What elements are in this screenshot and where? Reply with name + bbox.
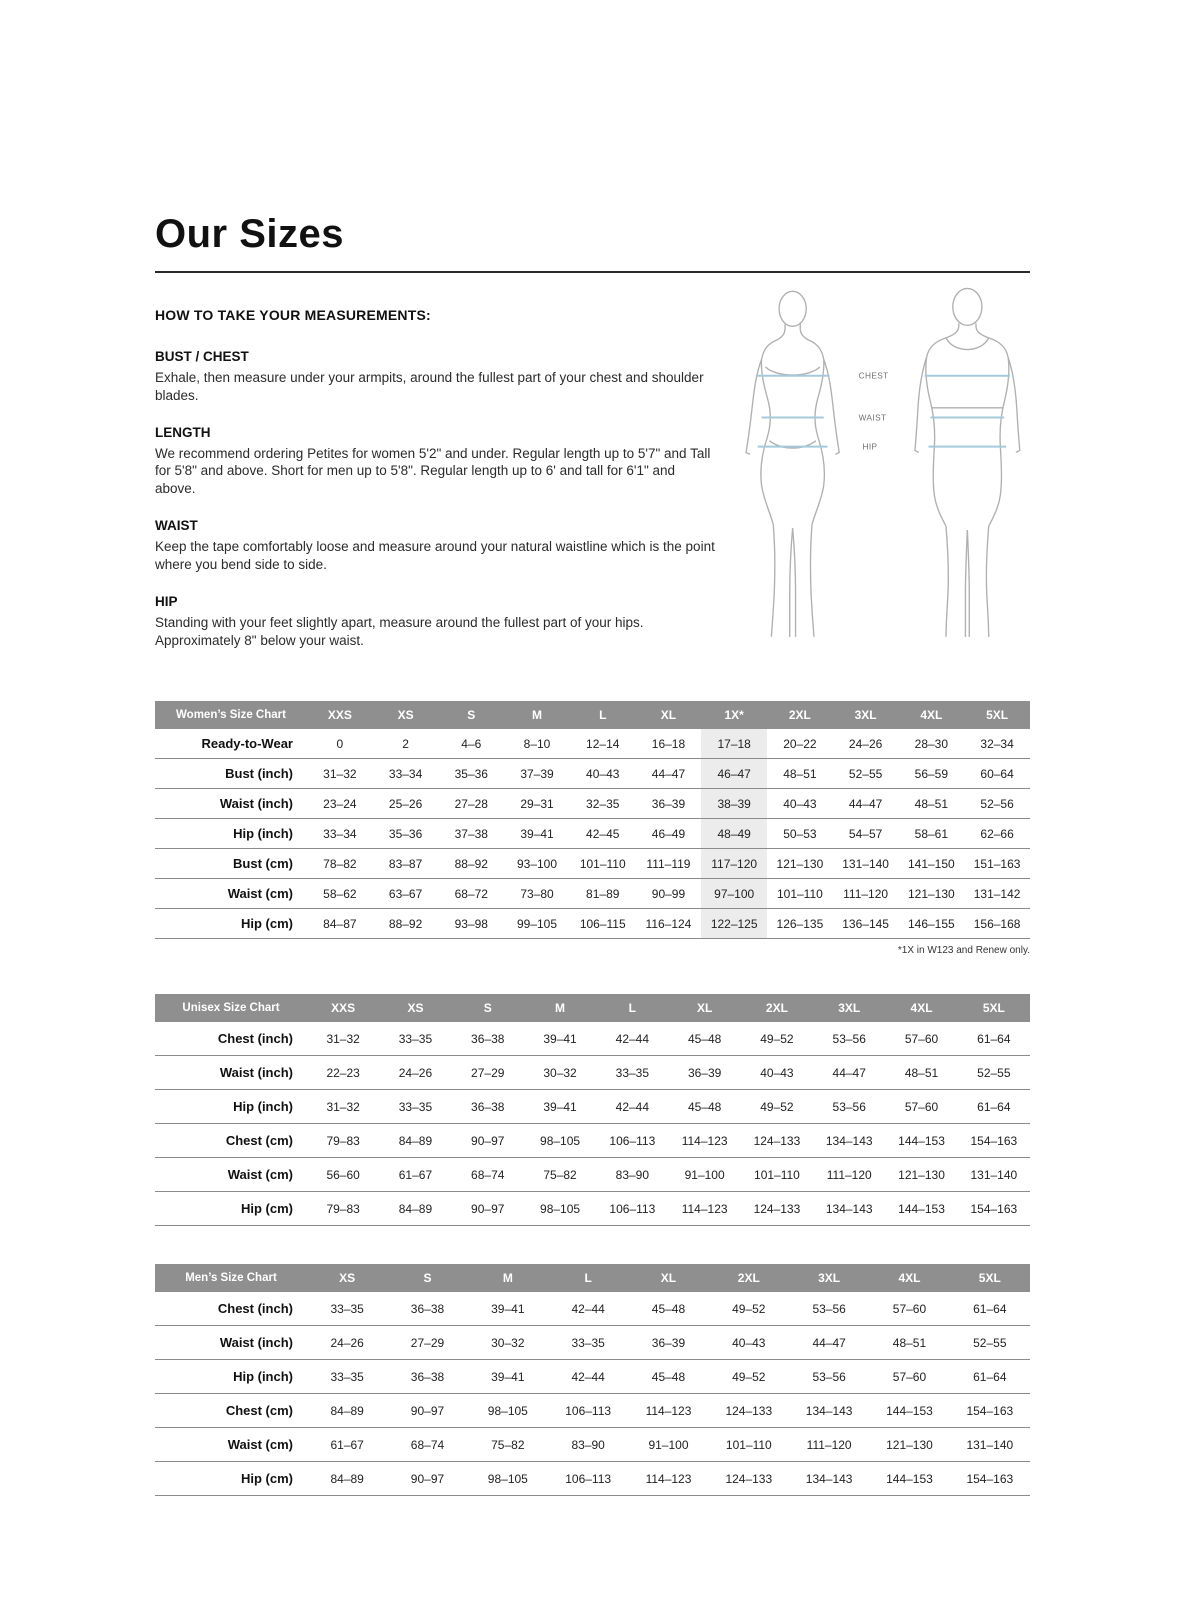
size-value-cell: 46–49 [651,826,686,841]
size-value-cell: 134–143 [825,1133,873,1148]
size-value-cell: 2 [402,736,409,751]
size-value-cell: 8–10 [523,736,551,751]
measurement-intro [155,307,1030,669]
row-label: Chest (cm) [225,1133,293,1149]
womens-size-chart [155,701,1030,939]
size-value-cell: 91–100 [648,1437,689,1452]
size-value-cell: 131–140 [970,1167,1018,1182]
size-value-cell: 48–51 [904,1065,939,1080]
row-label: Waist (cm) [227,1167,293,1183]
size-value-cell: 44–47 [832,1065,866,1080]
size-value-cell: 90–97 [471,1133,505,1148]
table-row [155,909,1030,939]
size-value-cell: 106–113 [565,1471,612,1486]
size-value-cell: 48–49 [701,819,767,849]
size-value-cell: 106–113 [565,1403,612,1418]
size-value-cell: 75–82 [543,1167,577,1182]
size-value-cell: 99–105 [516,916,558,931]
size-value-cell: 53–56 [832,1099,866,1114]
size-value-cell: 37–39 [520,766,554,781]
row-label: Waist (inch) [219,1335,293,1351]
size-value-cell: 144–153 [898,1201,945,1216]
size-column-header: M [504,701,570,729]
size-value-cell: 61–67 [398,1167,433,1182]
size-value-cell: 42–44 [615,1099,650,1114]
table-row [155,1326,1030,1360]
size-value-cell: 90–97 [410,1403,445,1418]
row-label: Hip (cm) [241,916,293,932]
size-value-cell: 27–29 [410,1335,445,1350]
size-value-cell: 42–45 [586,826,620,841]
size-value-cell: 56–59 [914,766,949,781]
size-guide-page [155,0,1030,1496]
size-value-cell: 28–30 [914,736,949,751]
size-value-cell: 101–110 [754,1167,800,1182]
size-value-cell: 116–124 [645,916,692,931]
size-value-cell: 48–51 [783,766,817,781]
size-value-cell: 60–64 [980,766,1014,781]
size-column-header: L [570,701,636,729]
size-column-header: 5XL [964,701,1030,729]
section-length [155,425,715,498]
size-value-cell: 111–120 [806,1437,852,1452]
section-body: Keep the tape comfortably loose and measure around your natural waistline which is the point where you bend side to side. [155,539,715,572]
size-value-cell: 49–52 [760,1099,794,1114]
size-value-cell: 58–61 [914,826,949,841]
measurement-figures [715,283,1045,669]
size-value-cell: 79–83 [326,1133,360,1148]
waist-label: WAIST [858,413,887,423]
size-chart-table [155,994,1030,1226]
size-value-cell: 134–143 [805,1471,853,1486]
size-value-cell: 101–110 [725,1437,772,1452]
size-value-cell: 36–38 [471,1031,505,1046]
size-value-cell: 75–82 [491,1437,525,1452]
size-value-cell: 40–43 [586,766,620,781]
size-column-header: XL [668,994,740,1022]
size-column-header: 3XL [833,701,899,729]
size-value-cell: 91–100 [684,1167,725,1182]
chest-label: CHEST [858,371,889,381]
table-row [155,849,1030,879]
size-value-cell: 24–26 [330,1335,364,1350]
size-value-cell: 106–115 [579,916,626,931]
size-value-cell: 40–43 [760,1065,794,1080]
row-label: Hip (inch) [233,1369,293,1385]
male-measure-lines [925,376,1010,447]
size-value-cell: 39–41 [520,826,554,841]
size-value-cell: 16–18 [651,736,686,751]
size-value-cell: 42–44 [615,1031,650,1046]
size-value-cell: 33–35 [615,1065,650,1080]
size-column-header: S [387,1264,467,1292]
table-title: Unisex Size Chart [155,994,307,1022]
size-value-cell: 84–89 [398,1201,433,1216]
size-value-cell: 93–100 [516,856,558,871]
size-value-cell: 24–26 [398,1065,433,1080]
row-label: Chest (inch) [217,1301,293,1317]
size-value-cell: 33–34 [323,826,357,841]
row-label: Waist (cm) [227,1437,293,1453]
size-value-cell: 136–145 [842,916,889,931]
unisex-size-chart [155,994,1030,1226]
size-value-cell: 84–89 [330,1403,364,1418]
size-value-cell: 90–97 [410,1471,445,1486]
table-row [155,819,1030,849]
size-value-cell: 48–51 [892,1335,927,1350]
size-value-cell: 88–92 [388,916,423,931]
size-value-cell: 83–87 [388,856,423,871]
section-heading: BUST / CHEST [155,349,249,364]
size-value-cell: 39–41 [543,1099,577,1114]
size-value-cell: 121–130 [886,1437,933,1452]
size-value-cell: 45–48 [651,1301,686,1316]
size-value-cell: 56–60 [326,1167,360,1182]
size-value-cell: 54–57 [848,826,883,841]
size-column-header: XXS [307,701,373,729]
size-value-cell: 144–153 [886,1403,933,1418]
size-value-cell: 83–90 [571,1437,605,1452]
size-value-cell: 121–130 [898,1167,945,1182]
size-value-cell: 36–39 [651,796,686,811]
size-value-cell: 35–36 [388,826,423,841]
size-value-cell: 45–48 [651,1369,686,1384]
table-row [155,1056,1030,1090]
size-value-cell: 40–43 [783,796,817,811]
size-value-cell: 33–35 [330,1369,364,1384]
size-value-cell: 93–98 [454,916,488,931]
size-value-cell: 0 [336,736,344,751]
size-value-cell: 144–153 [898,1133,945,1148]
male-figure [915,288,1020,636]
size-value-cell: 44–47 [651,766,686,781]
size-value-cell: 97–100 [701,879,767,909]
size-value-cell: 46–47 [701,759,767,789]
size-value-cell: 17–18 [701,729,767,759]
size-value-cell: 62–66 [980,826,1014,841]
female-figure [746,291,839,637]
size-value-cell: 61–67 [330,1437,364,1452]
table-row [155,1292,1030,1326]
size-value-cell: 114–123 [681,1133,728,1148]
size-column-header: 3XL [813,994,885,1022]
size-column-header: 1X* [701,701,767,729]
size-value-cell: 63–67 [388,886,423,901]
size-column-header: 4XL [869,1264,949,1292]
size-value-cell: 68–74 [471,1167,505,1182]
size-value-cell: 33–34 [388,766,423,781]
size-value-cell: 68–74 [410,1437,445,1452]
size-value-cell: 25–26 [388,796,423,811]
table-row [155,1428,1030,1462]
size-value-cell: 121–130 [907,886,955,901]
body-figures-illustration [715,283,1045,651]
table-title: Men’s Size Chart [155,1264,307,1292]
size-value-cell: 131–140 [966,1437,1014,1452]
size-value-cell: 58–62 [323,886,357,901]
size-value-cell: 44–47 [848,796,883,811]
size-column-header: L [548,1264,628,1292]
size-value-cell: 33–35 [571,1335,605,1350]
row-label: Waist (inch) [219,796,293,812]
size-column-header: 4XL [898,701,964,729]
size-value-cell: 134–143 [825,1201,873,1216]
size-column-header: 2XL [767,701,833,729]
size-value-cell: 27–29 [471,1065,505,1080]
size-value-cell: 156–168 [973,916,1021,931]
howto-heading: HOW TO TAKE YOUR MEASUREMENTS: [155,307,431,323]
row-label: Waist (inch) [219,1065,293,1081]
size-value-cell: 37–38 [454,826,488,841]
size-value-cell: 90–97 [471,1201,505,1216]
size-value-cell: 32–34 [980,736,1014,751]
size-value-cell: 33–35 [330,1301,364,1316]
size-value-cell: 53–56 [812,1369,846,1384]
size-value-cell: 83–90 [615,1167,650,1182]
size-value-cell: 154–163 [970,1201,1018,1216]
section-heading: LENGTH [155,424,211,440]
size-value-cell: 151–163 [973,856,1021,871]
table-row [155,1090,1030,1124]
measurement-instructions [155,307,715,669]
row-label: Ready-to-Wear [201,736,293,752]
size-value-cell: 79–83 [326,1201,360,1216]
page-title: Our Sizes [155,212,345,256]
size-value-cell: 122–125 [701,909,767,939]
table-title: Women’s Size Chart [155,701,307,729]
size-column-header: 4XL [885,994,957,1022]
size-value-cell: 52–55 [973,1335,1007,1350]
row-label: Hip (cm) [241,1201,293,1217]
size-column-header: 3XL [789,1264,869,1292]
size-value-cell: 73–80 [520,886,554,901]
size-value-cell: 98–105 [487,1403,528,1418]
size-value-cell: 114–123 [681,1201,728,1216]
size-value-cell: 31–32 [326,1099,360,1114]
section-body: Standing with your feet slightly apart, measure around the fullest part of your hips. Approximately 8" below your waist. [155,614,644,648]
size-value-cell: 88–92 [454,856,488,871]
size-value-cell: 141–150 [907,856,955,871]
size-value-cell: 33–35 [398,1031,433,1046]
size-value-cell: 124–133 [725,1403,773,1418]
table-row [155,1360,1030,1394]
size-value-cell: 12–14 [586,736,620,751]
size-value-cell: 44–47 [812,1335,846,1350]
size-value-cell: 146–155 [907,916,955,931]
female-measure-lines [756,376,830,447]
size-value-cell: 84–89 [398,1133,433,1148]
size-column-header: XL [636,701,702,729]
size-column-header: XS [373,701,439,729]
size-value-cell: 124–133 [725,1471,773,1486]
mens-size-chart [155,1264,1030,1496]
size-column-header: 5XL [958,994,1030,1022]
size-value-cell: 121–130 [776,856,824,871]
size-value-cell: 36–38 [471,1099,505,1114]
womens-chart-footnote: *1X in W123 and Renew only. [897,945,1030,957]
size-value-cell: 27–28 [454,796,488,811]
table-row [155,1124,1030,1158]
size-value-cell: 84–87 [323,916,357,931]
size-column-header: S [438,701,504,729]
size-column-header: XS [307,1264,387,1292]
section-body: We recommend ordering Petites for women 5'2" and under. Regular length up to 5'7" and Tall for 5'8" and above. Short for men up to 5'8". Regular length up to 6' and tall for 6'1" and above. [155,445,711,497]
size-value-cell: 101–110 [776,886,823,901]
size-value-cell: 30–32 [543,1065,577,1080]
hip-label: HIP [862,442,878,452]
table-row [155,1394,1030,1428]
size-value-cell: 42–44 [571,1369,605,1384]
row-label: Chest (inch) [217,1031,293,1047]
row-label: Hip (cm) [241,1471,293,1487]
size-value-cell: 33–35 [398,1099,433,1114]
size-value-cell: 111–120 [826,1167,872,1182]
size-chart-table [155,701,1030,939]
size-value-cell: 57–60 [904,1031,939,1046]
size-value-cell: 144–153 [886,1471,933,1486]
size-value-cell: 98–105 [540,1133,581,1148]
size-value-cell: 134–143 [805,1403,853,1418]
size-value-cell: 20–22 [783,736,817,751]
section-body: Exhale, then measure under your armpits, around the fullest part of your chest and shoulder blades. [155,370,704,403]
size-value-cell: 57–60 [904,1099,939,1114]
size-value-cell: 124–133 [753,1201,801,1216]
size-value-cell: 49–52 [732,1369,766,1384]
size-value-cell: 35–36 [454,766,488,781]
size-value-cell: 114–123 [645,1471,692,1486]
table-row [155,1022,1030,1056]
size-value-cell: 49–52 [732,1301,766,1316]
size-value-cell: 106–113 [609,1201,656,1216]
table-row [155,1158,1030,1192]
size-value-cell: 50–53 [783,826,817,841]
size-value-cell: 111–120 [843,886,889,901]
size-value-cell: 61–64 [977,1099,1011,1114]
size-value-cell: 57–60 [892,1301,927,1316]
row-label: Bust (inch) [225,766,293,782]
size-value-cell: 154–163 [966,1403,1014,1418]
size-value-cell: 24–26 [848,736,883,751]
size-value-cell: 124–133 [753,1133,801,1148]
size-value-cell: 68–72 [454,886,488,901]
size-column-header: 5XL [950,1264,1030,1292]
size-value-cell: 111–119 [646,856,691,871]
size-value-cell: 4–6 [461,736,482,751]
size-value-cell: 38–39 [701,789,767,819]
size-value-cell: 52–56 [980,796,1014,811]
size-value-cell: 84–89 [330,1471,364,1486]
size-value-cell: 30–32 [491,1335,525,1350]
table-row [155,789,1030,819]
size-value-cell: 23–24 [323,796,357,811]
size-value-cell: 52–55 [848,766,883,781]
section-waist [155,518,715,574]
size-value-cell: 22–23 [326,1065,360,1080]
figure-labels [859,372,889,452]
size-value-cell: 98–105 [540,1201,581,1216]
size-column-header: M [468,1264,548,1292]
size-value-cell: 49–52 [760,1031,794,1046]
size-value-cell: 36–38 [410,1369,445,1384]
size-column-header: XXS [307,994,379,1022]
size-value-cell: 131–140 [842,856,889,871]
size-value-cell: 57–60 [892,1369,927,1384]
size-column-header: XL [628,1264,708,1292]
size-value-cell: 31–32 [326,1031,360,1046]
size-value-cell: 53–56 [812,1301,846,1316]
size-value-cell: 154–163 [966,1471,1014,1486]
section-heading: WAIST [155,518,198,534]
size-value-cell: 78–82 [323,856,357,871]
table-row [155,1192,1030,1226]
size-chart-table [155,1264,1030,1496]
size-value-cell: 36–39 [687,1065,722,1080]
size-column-header: S [452,994,524,1022]
size-column-header: 2XL [741,994,813,1022]
row-label: Waist (cm) [227,886,293,902]
row-label: Hip (inch) [233,1099,293,1115]
size-value-cell: 117–120 [701,849,767,879]
table-row [155,759,1030,789]
section-heading: HIP [155,593,178,609]
size-value-cell: 31–32 [323,766,357,781]
row-label: Bust (cm) [233,856,293,872]
size-value-cell: 106–113 [609,1133,656,1148]
size-column-header: XS [379,994,451,1022]
size-value-cell: 42–44 [571,1301,605,1316]
size-value-cell: 61–64 [973,1301,1007,1316]
size-value-cell: 32–35 [586,796,620,811]
size-value-cell: 61–64 [977,1031,1011,1046]
size-value-cell: 101–110 [579,856,626,871]
size-value-cell: 90–99 [651,886,686,901]
size-value-cell: 61–64 [973,1369,1007,1384]
size-value-cell: 81–89 [586,886,620,901]
size-value-cell: 29–31 [520,796,554,811]
size-value-cell: 48–51 [914,796,949,811]
size-value-cell: 154–163 [970,1133,1018,1148]
size-value-cell: 39–41 [491,1369,525,1384]
section-hip [155,594,715,650]
size-column-header: L [596,994,668,1022]
size-column-header: 2XL [709,1264,789,1292]
row-label: Chest (cm) [225,1403,293,1419]
size-column-header: M [524,994,596,1022]
size-value-cell: 39–41 [491,1301,525,1316]
title-divider [155,271,1030,273]
size-value-cell: 36–39 [651,1335,686,1350]
table-row [155,729,1030,759]
size-value-cell: 53–56 [832,1031,866,1046]
size-value-cell: 45–48 [687,1031,722,1046]
table-row [155,879,1030,909]
size-value-cell: 131–142 [973,886,1021,901]
size-value-cell: 40–43 [732,1335,766,1350]
size-value-cell: 39–41 [543,1031,577,1046]
size-value-cell: 98–105 [487,1471,528,1486]
table-row [155,1462,1030,1496]
size-value-cell: 114–123 [645,1403,692,1418]
size-value-cell: 36–38 [410,1301,445,1316]
size-value-cell: 52–55 [977,1065,1011,1080]
row-label: Hip (inch) [233,826,293,842]
size-value-cell: 45–48 [687,1099,722,1114]
size-value-cell: 126–135 [776,916,824,931]
section-bust-chest [155,349,715,405]
